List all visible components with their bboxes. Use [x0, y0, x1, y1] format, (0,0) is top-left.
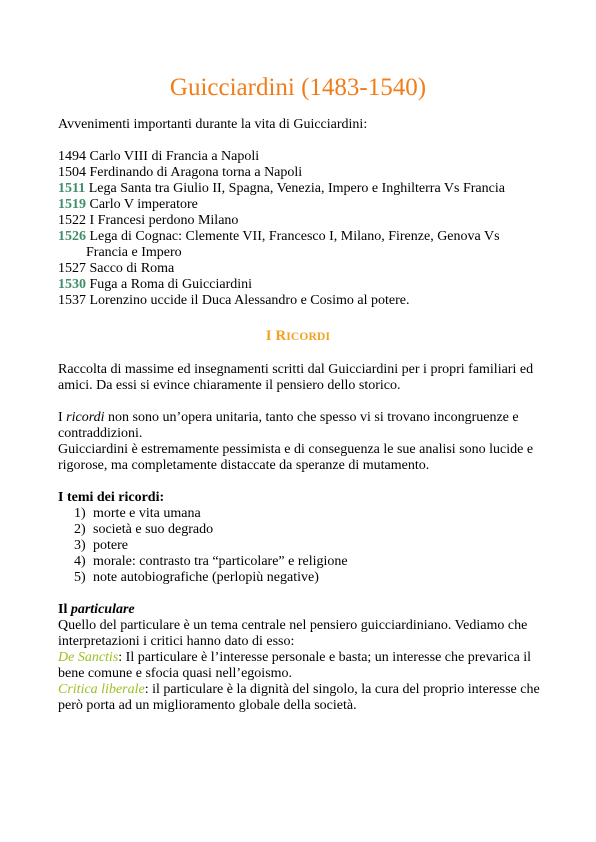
para2-line-4: rigorose, ma completamente distaccate da speranze di mutamento. — [58, 458, 430, 473]
temi-heading — [58, 490, 164, 506]
event-text: Fuga a Roma di Guicciardini — [89, 277, 253, 292]
event-1494 — [58, 149, 259, 165]
list-number: 4) — [74, 554, 86, 569]
event-1522 — [58, 213, 238, 229]
list-text: morale: contrasto tra “particolare” e religione — [93, 554, 348, 569]
temi-heading-text: I temi dei ricordi: — [58, 490, 165, 505]
critica-text: : il particulare è la dignità del singolo, la cura del proprio interesse che — [144, 682, 540, 697]
para1-line-1: Raccolta di massime ed insegnamenti scritti dal Guicciardini per i propri familiari ed — [58, 362, 534, 377]
critica-liberale-label: Critica liberale — [58, 682, 145, 697]
intro-line: Avvenimenti importanti durante la vita di Guicciardini: — [58, 117, 368, 132]
event-text: Lega di Cognac: Clemente VII, Francesco I, Milano, Firenze, Genova Vs — [89, 229, 500, 244]
event-year: 1504 — [58, 165, 86, 180]
list-text: morte e vita umana — [93, 506, 201, 521]
list-number: 3) — [74, 538, 86, 553]
para2-text: non sono un’opera unitaria, tanto che spesso vi si trovano incongruenze e — [104, 410, 519, 425]
desanctis-line-1 — [58, 650, 531, 666]
section-heading — [0, 327, 596, 346]
event-text: Lega Santa tra Giulio II, Spagna, Venezia, Impero e Inghilterra Vs Francia — [88, 181, 505, 196]
list-text: note autobiografiche (perlopiù negative) — [93, 570, 319, 585]
event-text: Carlo V imperatore — [89, 197, 198, 212]
temi-item-5 — [74, 570, 319, 586]
particulare-heading-italic: particulare — [70, 602, 135, 617]
critica-line-1 — [58, 682, 540, 698]
para2-line-1 — [58, 410, 519, 426]
para2-line-2: contraddizioni. — [58, 426, 143, 441]
list-number: 5) — [74, 570, 86, 585]
event-1519 — [58, 197, 198, 213]
list-text: società e suo degrado — [93, 522, 214, 537]
list-number: 2) — [74, 522, 86, 537]
desanctis-label: De Sanctis — [58, 650, 119, 665]
event-1530 — [58, 277, 252, 293]
para1-line-2: amici. Da essi si evince chiaramente il pensiero dello storico. — [58, 378, 401, 393]
event-year: 1494 — [58, 149, 86, 164]
event-year: 1527 — [58, 261, 86, 276]
event-year: 1519 — [58, 197, 86, 212]
desanctis-line-2: bene comune e sfocia quasi nell’egoismo. — [58, 666, 293, 681]
section-heading-initial: I R — [265, 328, 287, 344]
section-heading-rest: ICORDI — [286, 331, 331, 343]
particulare-line-2: interpretazioni i critici hanno dato di esso: — [58, 634, 295, 649]
event-1526 — [58, 229, 500, 245]
event-text: I Francesi perdono Milano — [89, 213, 239, 228]
particulare-heading-text: Il — [58, 602, 71, 617]
event-1537 — [58, 293, 409, 309]
desanctis-text: : Il particulare è l’interesse personale e basta; un interesse che prevarica il — [118, 650, 532, 665]
event-year: 1526 — [58, 229, 86, 244]
event-1527 — [58, 261, 174, 277]
event-text: Carlo VIII di Francia a Napoli — [89, 149, 260, 164]
event-1504 — [58, 165, 302, 181]
temi-item-4 — [74, 554, 348, 570]
temi-item-2 — [74, 522, 213, 538]
event-text: Ferdinando di Aragona torna a Napoli — [89, 165, 303, 180]
para2-line-3: Guicciardini è estremamente pessimista e di conseguenza le sue analisi sono lucide e — [58, 442, 534, 457]
critica-line-2: però porta ad un miglioramento globale della società. — [58, 698, 357, 713]
list-number: 1) — [74, 506, 86, 521]
para2-italic-ricordi: ricordi — [66, 410, 105, 425]
particulare-heading — [58, 602, 135, 618]
page-title: Guicciardini (1483-1540) — [169, 74, 427, 101]
temi-item-3 — [74, 538, 128, 554]
para2-text: I — [58, 410, 67, 425]
event-1511 — [58, 181, 505, 197]
event-year: 1522 — [58, 213, 86, 228]
event-text: Sacco di Roma — [89, 261, 175, 276]
event-year: 1511 — [58, 181, 86, 196]
event-year: 1537 — [58, 293, 86, 308]
list-text: potere — [93, 538, 128, 553]
event-1526-continuation: Francia e Impero — [86, 245, 182, 260]
temi-item-1 — [74, 506, 201, 522]
particulare-line-1: Quello del particulare è un tema centrale nel pensiero guicciardiniano. Vediamo che — [58, 618, 528, 633]
event-year: 1530 — [58, 277, 86, 292]
event-text: Lorenzino uccide il Duca Alessandro e Cosimo al potere. — [89, 293, 410, 308]
